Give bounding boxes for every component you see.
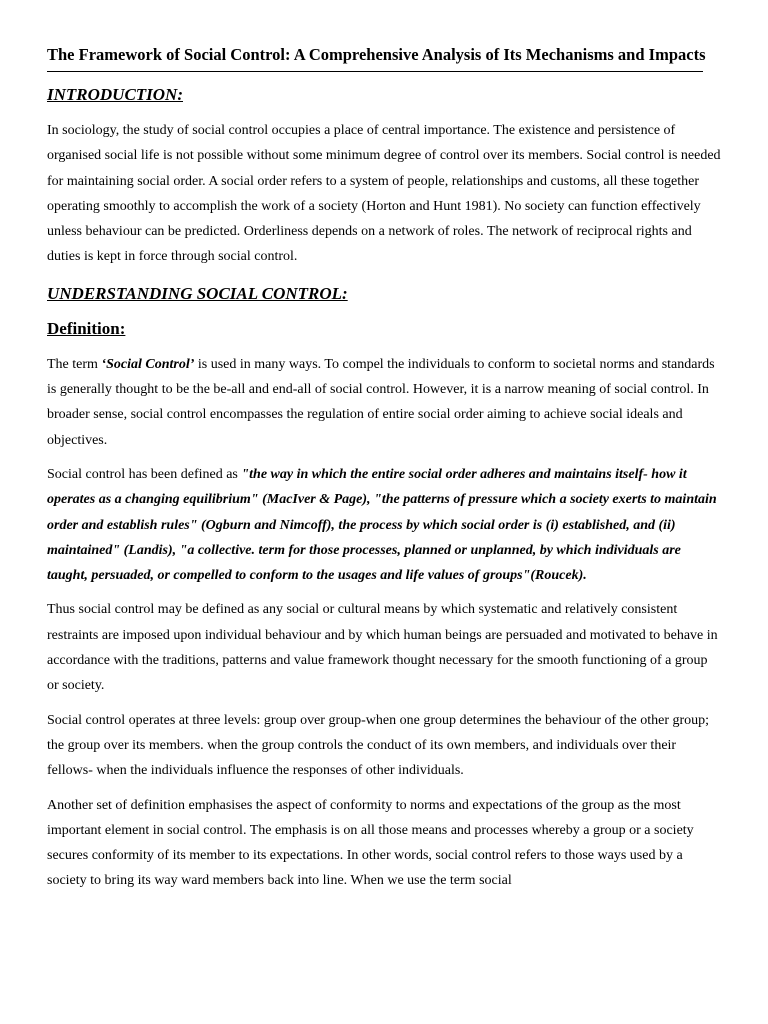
- definition-paragraph-3: Thus social control may be defined as any social or cultural means by which systematic and relatively consistent restraints are imposed upon individual behaviour and by which human beings are persuaded and motivated to behave in accordance with the traditions, patterns and value framework thought necessary for the smooth functioning of a group or society.: [47, 602, 718, 694]
- introduction-paragraph: In sociology, the study of social control occupies a place of central importance. The existence and persistence of organised social life is not possible without some minimum degree of control over its members. Social control is needed for maintaining social order. A social order refers to a system of people, relationships and customs, all these together operating smoothly to accomplish the work of a society (Horton and Hunt 1981). No society can function effectively unless behaviour can be predicted. Orderliness depends on a network of roles. The network of reciprocal rights and duties is kept in force through social control.: [47, 123, 721, 265]
- definition-quotations: "the way in which the entire social order adheres and maintains itself- how it operates as a changing equilibrium" (MacIver & Page), "the patterns of pressure which a society exerts to maintain order and establish rules" (Ogburn and Nimcoff), the process by which social order is (i) established, and (ii) maintained" (Landis), "a collective. term for those processes, planned or unplanned, by which individuals are taught, persuaded, or compelled to conform to the usages and life values of groups"(Roucek).: [47, 466, 717, 584]
- definition-paragraph-5: Another set of definition emphasises the aspect of conformity to norms and expectations of the group as the most important element in social control. The emphasis is on all those means and processes whereby a group or a society secures conformity of its member to its expectations. In other words, social control refers to those ways used by a society to bring its way ward members back into line. When we use the term social: [47, 797, 694, 889]
- understanding-social-control-heading: UNDERSTANDING SOCIAL CONTROL:: [47, 283, 348, 303]
- definition-paragraph-2-start: Social control has been defined as: [47, 466, 242, 482]
- document-title: The Framework of Social Control: A Comprehensive Analysis of Its Mechanisms and Impacts: [47, 45, 706, 64]
- definition-paragraph-1-rest: is used in many ways. To compel the individuals to conform to societal norms and standards is generally thought to be the be-all and end-all of social control. However, it is a narrow meaning of social control. In broader sense, social control encompasses the regulation of entire social order aiming to achieve social ideals and objectives.: [47, 356, 715, 448]
- definition-paragraph-1: [47, 352, 721, 453]
- definition-paragraph-1-start: The term: [47, 356, 102, 372]
- social-control-term: ‘Social Control’: [101, 356, 195, 372]
- document-page: [47, 40, 721, 894]
- definition-heading: Definition:: [47, 318, 126, 338]
- title-underline-rule: [47, 71, 703, 72]
- definition-paragraph-2: [47, 462, 721, 588]
- definition-paragraph-4: Social control operates at three levels: group over group-when one group determines the behaviour of the other group; the group over its members. when the group controls the conduct of its own members, and individuals over their fellows- when the individuals influence the responses of other individuals.: [47, 712, 710, 779]
- introduction-heading: INTRODUCTION:: [47, 85, 183, 104]
